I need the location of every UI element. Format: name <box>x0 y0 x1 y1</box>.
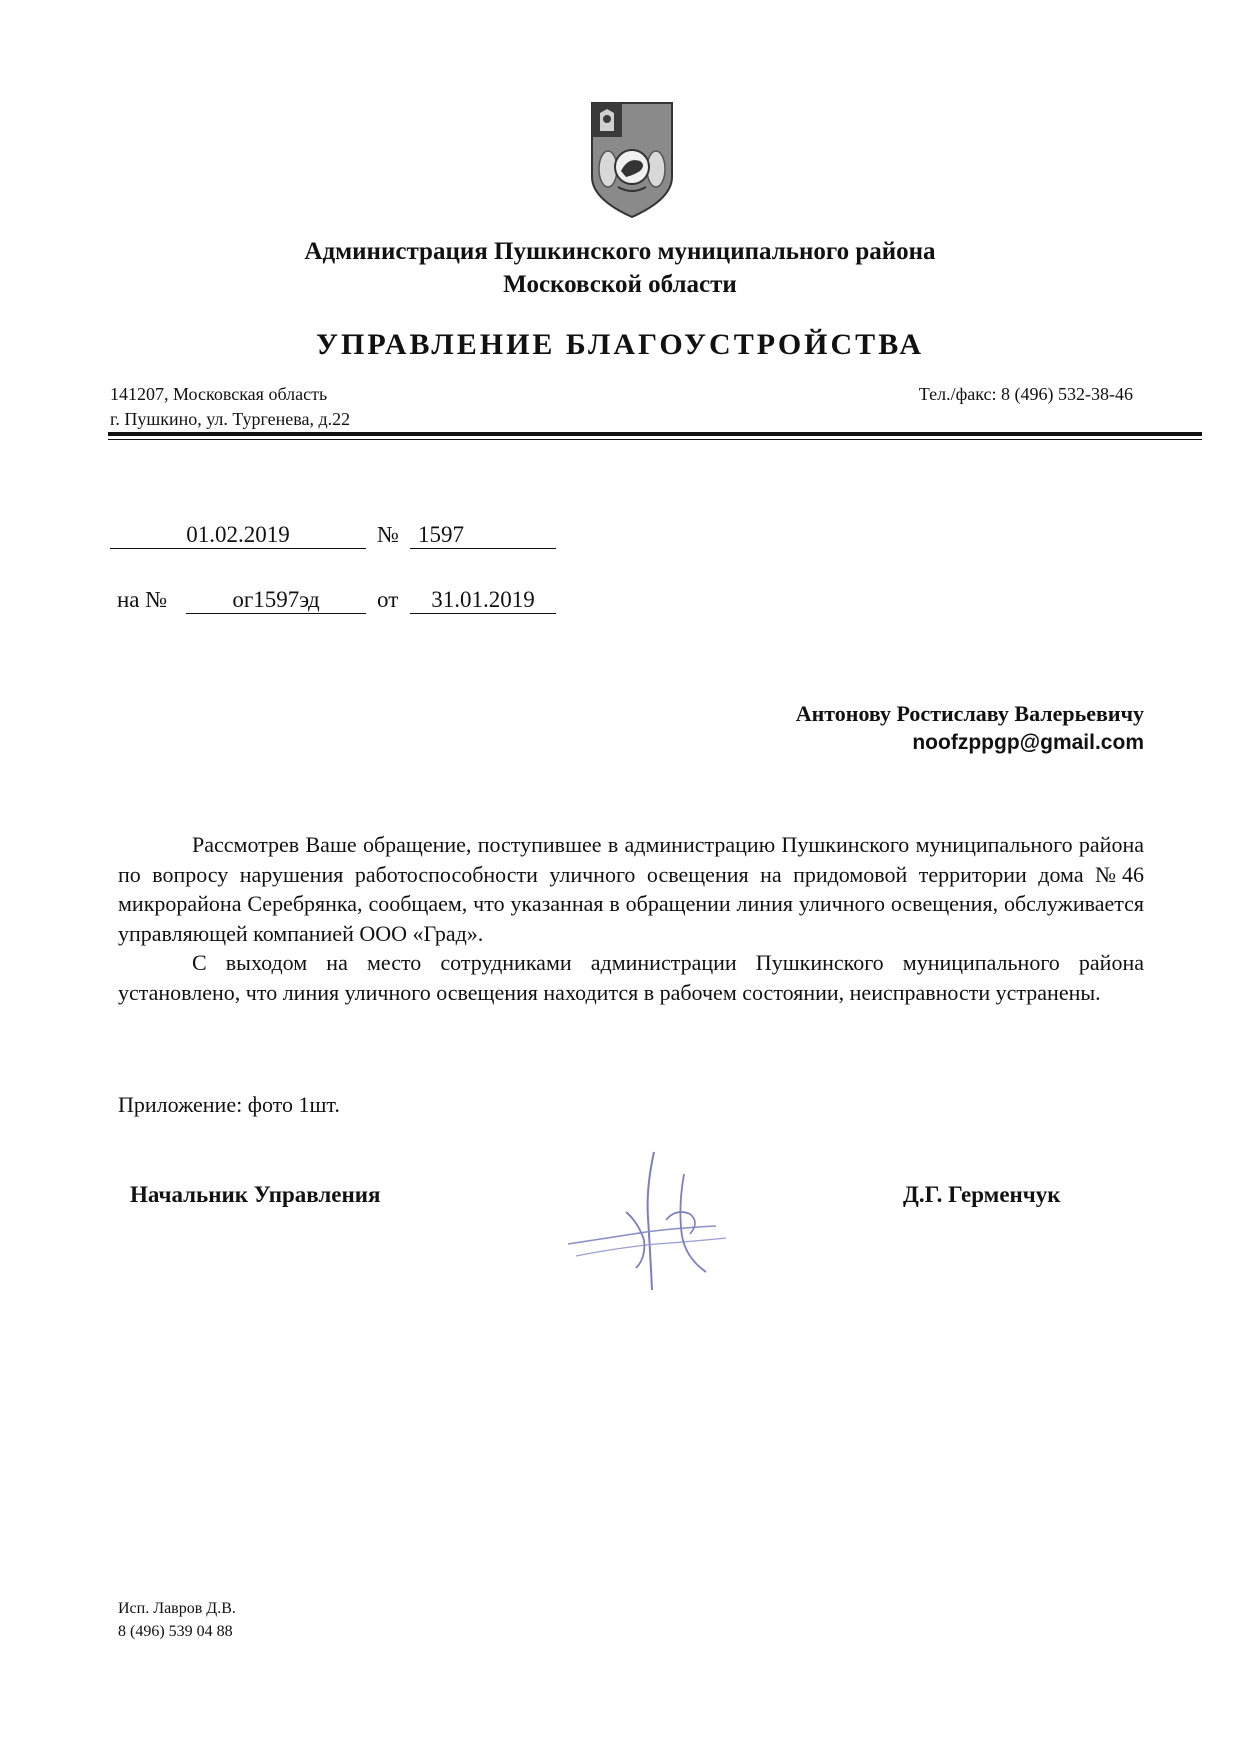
handwritten-signature <box>566 1148 736 1293</box>
signatory-name: Д.Г. Герменчук <box>903 1182 1061 1207</box>
number-label: № <box>377 522 399 547</box>
signatory-title: Начальник Управления <box>130 1182 381 1207</box>
ref-from-label: от <box>377 587 399 612</box>
recipient-name: Антонову Ростиславу Валерьевичу <box>795 701 1144 726</box>
registration-date: 01.02.2019 <box>110 522 366 549</box>
department-title: УПРАВЛЕНИЕ БЛАГОУСТРОЙСТВА <box>316 328 924 361</box>
phone-fax: Тел./факс: 8 (496) 532-38-46 <box>918 384 1133 404</box>
registration-number: 1597 <box>410 522 556 549</box>
executor-name: Исп. Лавров Д.В. <box>118 1600 236 1617</box>
org-name-line1: Администрация Пушкинского муниципального района <box>304 238 936 265</box>
org-name-line2: Московской области <box>503 271 737 298</box>
coat-of-arms-icon <box>588 99 676 219</box>
executor-phone: 8 (496) 539 04 88 <box>118 1623 233 1640</box>
address-line2: г. Пушкино, ул. Тургенева, д.22 <box>110 409 351 429</box>
body-paragraph: Рассмотрев Ваше обращение, поступившее в администрацию Пушкинского муниципального района по вопросу нарушения работоспособности уличного освещения на придомовой территории дома №46 микрорайона Серебрянка, сообщаем, что указанная в обращении линия уличного освещения, обслуживается управляющей компанией ООО «Град». <box>118 832 1144 946</box>
letter-body <box>118 830 1144 1007</box>
body-paragraph: С выходом на место сотрудниками администрации Пушкинского муниципального района установлено, что линия уличного освещения находится в рабочем состоянии, неисправности устранены. <box>118 950 1144 1005</box>
header-rule-thick <box>108 432 1202 436</box>
attachment-note: Приложение: фото 1шт. <box>118 1092 340 1117</box>
ref-date: 31.01.2019 <box>410 587 556 614</box>
recipient-email: noofzppgp@gmail.com <box>912 731 1144 754</box>
ref-number: ог1597эд <box>186 587 366 614</box>
ref-number-label: на № <box>117 587 168 612</box>
address-line1: 141207, Московская область <box>110 384 328 404</box>
header-rule-thin <box>108 439 1202 440</box>
